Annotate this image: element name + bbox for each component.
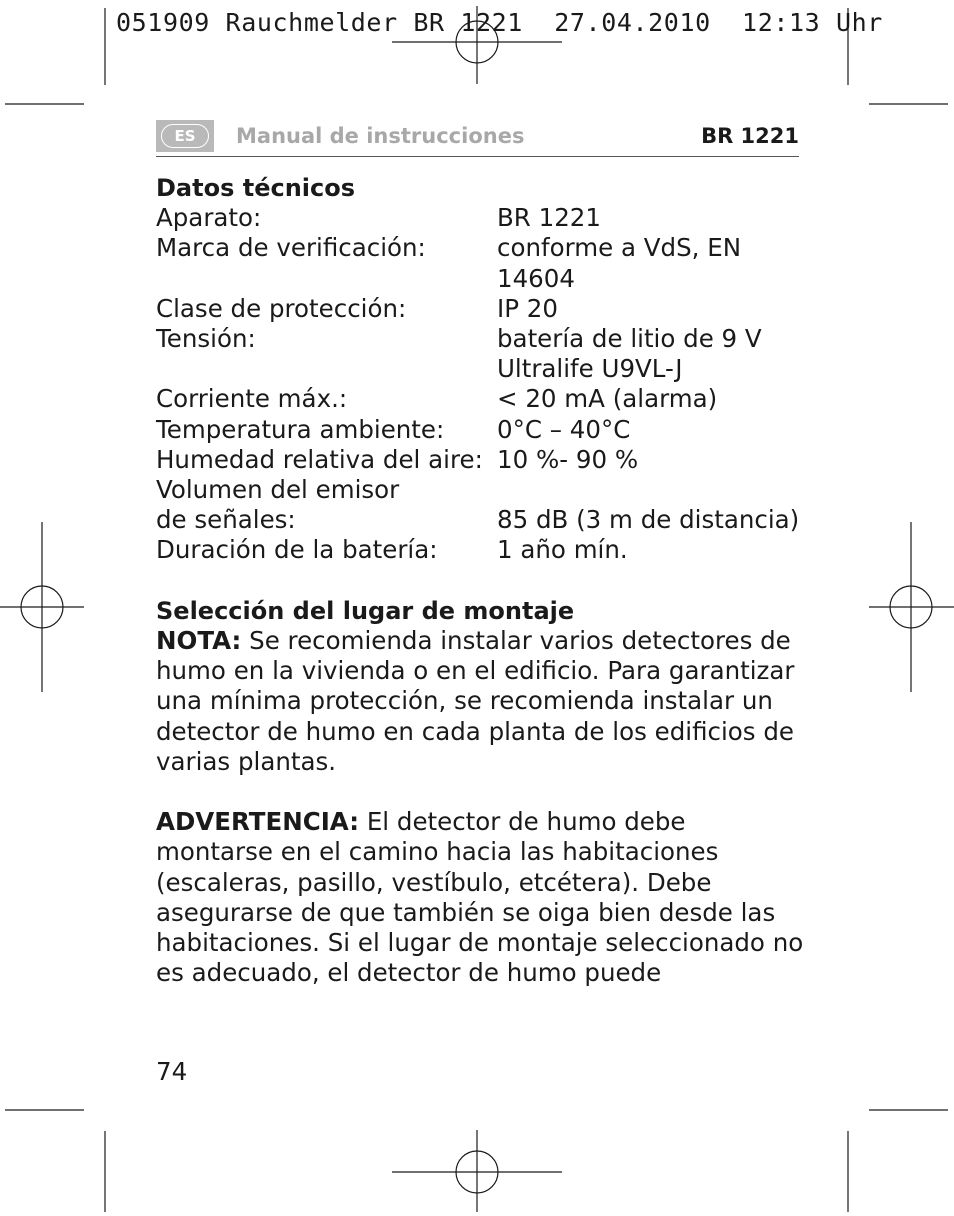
note-text: Se recomienda instalar varios detectores de humo en la vivienda o en el edificio. Para garantizar una mínima protección, se recomienda instalar un detector de humo en cada planta de los edificios de varias plantas. xyxy=(156,626,795,776)
spec-value: 1 año mín. xyxy=(497,535,628,565)
spec-row xyxy=(156,445,806,475)
spacer xyxy=(156,777,806,807)
spec-value: 85 dB (3 m de distancia) xyxy=(497,505,800,535)
specs-table xyxy=(156,203,806,565)
spec-value: batería de litio de 9 V Ultralife U9VL-J xyxy=(497,324,762,384)
spec-row xyxy=(156,233,806,293)
mounting-heading: Selección del lugar de montaje xyxy=(156,596,575,625)
spec-label: Aparato: xyxy=(156,203,262,233)
spec-row xyxy=(156,324,806,384)
spec-label: Clase de protección: xyxy=(156,293,407,323)
note-label: NOTA: xyxy=(156,626,242,656)
page-header xyxy=(156,118,799,157)
page-number: 74 xyxy=(156,1057,188,1086)
spec-value: < 20 mA (alarma) xyxy=(497,384,718,414)
warning-text: El detector de humo debe montarse en el camino hacia las habitaciones (escaleras, pasillo, vestíbulo, etcétera). Debe asegurarse de que también se oiga bien desde las habitaciones. Si el lugar de montaje seleccionado no es adecuado, el detector de humo puede xyxy=(156,807,804,988)
spec-label: Volumen del emisor xyxy=(156,475,400,505)
warning-paragraph xyxy=(156,807,806,988)
spec-row xyxy=(156,505,806,535)
spacer xyxy=(156,566,806,596)
spec-label: Duración de la batería: xyxy=(156,535,438,565)
spec-row xyxy=(156,415,806,445)
spec-label: Marca de verificación: xyxy=(156,233,426,263)
language-badge xyxy=(156,120,214,152)
spec-row xyxy=(156,475,806,505)
spec-label: Tensión: xyxy=(156,324,256,354)
print-slug-line: 051909 Rauchmelder BR 1221 27.04.2010 12:13 Uhr xyxy=(116,8,883,37)
spec-value: BR 1221 xyxy=(497,203,601,233)
spec-label: Corriente máx.: xyxy=(156,384,348,414)
spec-label: Temperatura ambiente: xyxy=(156,414,445,444)
spec-row xyxy=(156,294,806,324)
spec-row xyxy=(156,203,806,233)
spec-row xyxy=(156,384,806,414)
specs-heading: Datos técnicos xyxy=(156,174,356,202)
spec-value: conforme a VdS, EN 14604 xyxy=(497,233,742,293)
manual-title: Manual de instrucciones xyxy=(236,124,525,148)
language-code: ES xyxy=(161,124,209,148)
spec-row xyxy=(156,535,806,565)
spec-label: Humedad relativa del aire: xyxy=(156,444,483,474)
spec-value xyxy=(497,475,806,505)
page-content xyxy=(156,173,806,988)
spec-label: de señales: xyxy=(156,505,296,535)
spec-value: 0°C – 40°C xyxy=(497,414,631,444)
spec-value: IP 20 xyxy=(497,293,558,323)
warning-label: ADVERTENCIA: xyxy=(156,807,360,837)
spec-value: 10 %- 90 % xyxy=(497,444,639,474)
model-code: BR 1221 xyxy=(701,124,799,148)
note-paragraph xyxy=(156,626,806,777)
